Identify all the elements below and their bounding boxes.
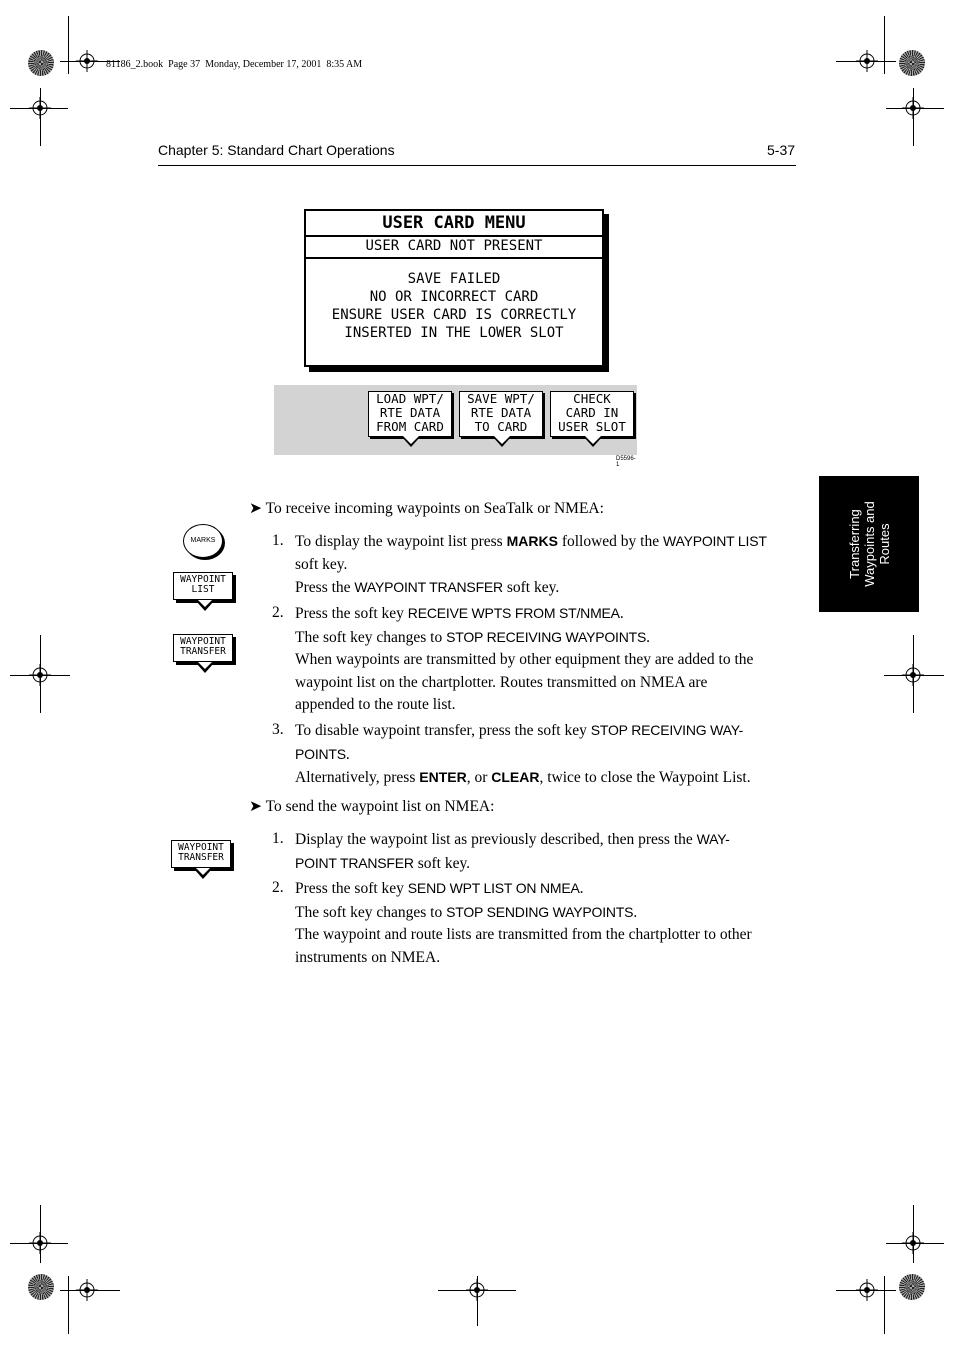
registration-target-icon	[29, 664, 51, 686]
registration-target-icon	[902, 97, 924, 119]
arrow-bullet-icon: ➤	[249, 798, 262, 815]
registration-target-icon	[902, 664, 924, 686]
print-header: 81186_2.book Page 37 Monday, December 17, 2001 8:35 AM	[106, 59, 363, 70]
key-name: WAY-	[696, 831, 730, 847]
divider	[306, 235, 602, 237]
color-wheel-icon	[899, 1274, 925, 1300]
color-wheel-icon	[28, 1274, 54, 1300]
key-name: STOP RECEIVING WAYPOINTS	[446, 628, 647, 645]
page-number: 5-37	[767, 142, 796, 158]
key-name: ENTER	[419, 769, 467, 785]
waypoint-list-key-icon: WAYPOINT LIST	[173, 572, 233, 600]
waypoint-transfer-key-icon: WAYPOINT TRANSFER	[171, 840, 231, 868]
section-tab	[819, 476, 919, 612]
menu-title: USER CARD MENU	[382, 213, 526, 233]
waypoint-transfer-key-icon: WAYPOINT TRANSFER	[173, 634, 233, 662]
marks-button-icon: MARKS	[183, 524, 223, 558]
registration-target-icon	[29, 97, 51, 119]
color-wheel-icon	[28, 50, 54, 76]
color-wheel-icon	[899, 50, 925, 76]
registration-target-icon	[466, 1279, 488, 1301]
message-line: SAVE FAILED	[407, 271, 501, 287]
tab-line-3: Routes	[876, 523, 892, 565]
registration-target-icon	[29, 1232, 51, 1254]
status-text: USER CARD NOT PRESENT	[365, 238, 543, 254]
key-name: POINTS	[295, 745, 346, 762]
key-name: CLEAR	[491, 769, 540, 785]
key-name: MARKS	[506, 533, 558, 549]
tab-line-2: Waypoints and	[861, 501, 877, 587]
key-name: RECEIVE WPTS FROM ST/NMEA	[407, 605, 620, 621]
header-rule	[158, 165, 796, 166]
registration-target-icon	[902, 1232, 924, 1254]
registration-target-icon	[76, 50, 98, 72]
softkey-check-card[interactable]: CHECK CARD IN USER SLOT	[550, 391, 634, 437]
key-name: SEND WPT LIST ON NMEA	[407, 880, 580, 896]
message-line: NO OR INCORRECT CARD	[369, 289, 539, 305]
softkey-bar	[274, 385, 637, 468]
message-line: INSERTED IN THE LOWER SLOT	[344, 325, 564, 341]
softkey-load-wpt-rte[interactable]: LOAD WPT/ RTE DATA FROM CARD	[368, 391, 452, 437]
section-heading: ➤ To send the waypoint list on NMEA:	[249, 798, 495, 815]
message-line: ENSURE USER CARD IS CORRECTLY	[331, 307, 577, 323]
key-name: STOP RECEIVING WAY-	[590, 722, 744, 738]
key-name: WAYPOINT LIST	[662, 533, 767, 549]
user-card-menu	[304, 209, 604, 367]
section-heading: ➤ To receive incoming waypoints on SeaTalk or NMEA:	[249, 500, 604, 517]
key-name: POINT TRANSFER	[295, 854, 414, 871]
registration-target-icon	[856, 1279, 878, 1301]
figure-id: D5596-1	[616, 456, 636, 468]
key-name: STOP SENDING WAYPOINTS	[446, 903, 634, 920]
arrow-bullet-icon: ➤	[249, 500, 262, 517]
key-name: WAYPOINT TRANSFER	[354, 579, 503, 595]
registration-target-icon	[76, 1279, 98, 1301]
softkey-save-wpt-rte[interactable]: SAVE WPT/ RTE DATA TO CARD	[459, 391, 543, 437]
tab-line-1: Transferring	[846, 509, 862, 579]
divider	[306, 257, 602, 259]
registration-target-icon	[856, 50, 878, 72]
chapter-title: Chapter 5: Standard Chart Operations	[158, 142, 395, 158]
